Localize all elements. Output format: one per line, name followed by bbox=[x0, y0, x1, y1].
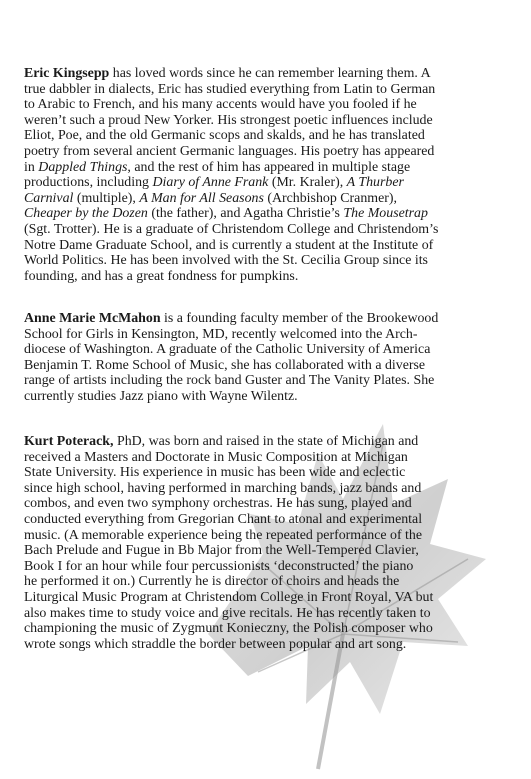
bio-text: (Sgt. Trotter). He is a graduate of Christendom College and Christendom’s Notre Dame Graduate School, and is currently a student at the Institute of World Politics. He has been involved with the St. Cecilia Group since its founding, and has a great fondness for pumpkins. bbox=[24, 221, 439, 284]
bio-eric-kingsepp bbox=[24, 66, 512, 284]
bio-text: is a founding faculty member of the Brookewood School for Girls in Kensington, MD, recently welcomed into the Arch- diocese of Washington. A graduate of the Catholic University of America Benjamin T. Rome School of Music, she has collaborated with a diverse range of artists including the rock band Guster and The Vanity Plates. She currently studies Jazz piano with Wayne Wilentz. bbox=[24, 311, 439, 404]
bio-text: has loved words since he can remember learning them. A true dabbler in dialects, Eric has studied everything from Latin to German to Arabic to French, and his many accents would have you fooled if he weren’t such a proud New Yorker. His strongest poetic influences include Eliot, Poe, and the old Germanic scops and skalds, and he has translated poetry from several ancient Germanic languages. His poetry has appeared in bbox=[24, 66, 436, 175]
work-title: A Man for All Seasons bbox=[139, 190, 264, 206]
bio-anne-marie-mcmahon bbox=[24, 311, 512, 405]
bio-name: Anne Marie McMahon bbox=[24, 311, 161, 326]
bio-text: (Archbishop Cranmer), bbox=[267, 190, 397, 206]
bio-text: (Mr. Kraler), bbox=[268, 175, 347, 191]
bio-text: (multiple), bbox=[73, 190, 140, 206]
bio-name: Eric Kingsepp bbox=[24, 66, 110, 81]
work-title: Cheaper by the Dozen bbox=[24, 206, 148, 222]
work-title: Dappled Things bbox=[38, 159, 128, 175]
bio-text: PhD, was born and raised in the state of Michigan and received a Masters and Doctorate in Music Composition at Michigan State University. His experience in music has been wide and eclectic since high school, having performed in marching bands, jazz bands and combos, and even two symphony orchestras. He has sung, played and conducted everything from Gregorian Chant to atonal and experimental music. (A memorable experience being the repeated performance of the Bach Prelude and Fugue in Bb Major from the Well-Tempered Clavier, Book I for an hour while four percussionists ‘deconstructed’ the piano he performed it on.) Currently he is director of choirs and heads the Liturgical Music Program at Christendom College in Front Royal, VA but also makes time to study voice and give recitals. He has recently taken to championing the music of Zygmunt Konieczny, the Polish composer who wrote songs which straddle the border between popular and art song. bbox=[24, 434, 434, 652]
work-title: A Thurber Carnival bbox=[24, 175, 404, 206]
bio-text: (the father), and Agatha Christie’s bbox=[147, 206, 344, 222]
bio-text: , and the rest of him has appeared in multiple stage productions, including bbox=[24, 159, 411, 191]
bio-kurt-poterack bbox=[24, 434, 512, 652]
bio-name: Kurt Poterack, bbox=[24, 434, 114, 449]
work-title: Diary of Anne Frank bbox=[152, 175, 269, 191]
work-title: The Mousetrap bbox=[343, 206, 428, 222]
